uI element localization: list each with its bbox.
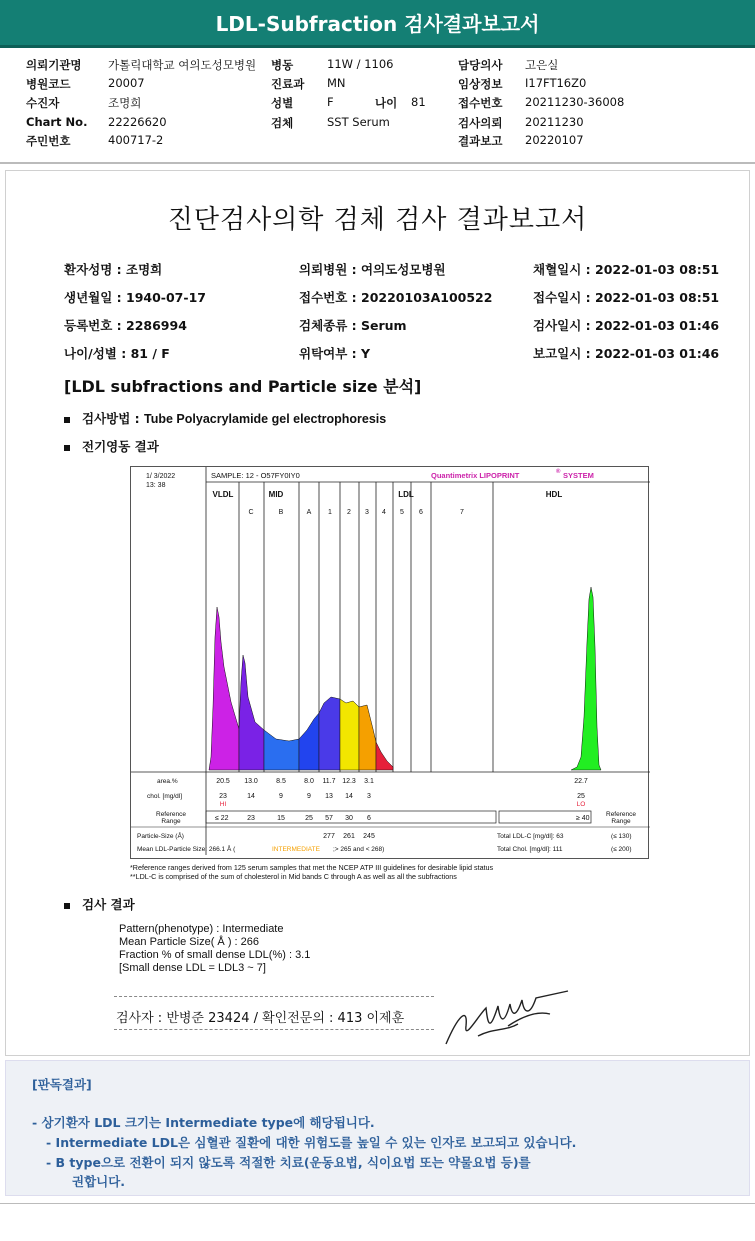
chol-value: 14	[345, 793, 353, 800]
area-value: 8.5	[276, 778, 286, 785]
ldl1-peak	[319, 697, 340, 770]
hdr-label: 검체	[271, 116, 294, 130]
area-value: 3.1	[364, 778, 374, 785]
bullet-square-icon	[64, 903, 70, 909]
hdr-label: Chart No.	[26, 115, 88, 129]
hi-flag: HI	[219, 801, 227, 808]
ldl2-peak	[340, 699, 359, 770]
judgement-line: - 상기환자 LDL 크기는 Intermediate type에 해당됩니다.	[32, 1115, 375, 1130]
band-label: 6	[419, 509, 423, 516]
particle-size-value: 245	[363, 833, 375, 840]
total-chol-ref: (≤ 200)	[611, 846, 632, 853]
ref-value: 25	[305, 815, 313, 822]
patient-info: 생년월일 : 1940-07-17	[64, 290, 206, 305]
patient-info: 접수일시 : 2022-01-03 08:51	[533, 290, 720, 305]
mid-b-peak	[264, 730, 299, 770]
mean-class: INTERMEDIATE	[272, 846, 320, 853]
hdr-label: 병동	[271, 58, 294, 72]
hdr-value: 20007	[108, 76, 145, 90]
hdl-peak	[571, 587, 601, 770]
particle-size-value: 261	[343, 833, 355, 840]
band-label: 4	[382, 509, 386, 516]
result-line: [Small dense LDL = LDL3 ~ 7]	[119, 962, 266, 974]
hdr-value: SST Serum	[327, 115, 390, 129]
hdr-value: 조명희	[108, 96, 142, 110]
lipoprint-chart	[130, 466, 649, 859]
area-value-hdl: 22.7	[574, 778, 588, 785]
row-label-ref: Reference	[156, 811, 186, 818]
ldl4-peak	[376, 742, 393, 770]
ref-value: 30	[345, 815, 353, 822]
result-summary	[119, 923, 310, 975]
result-line: Fraction % of small dense LDL(%) : 3.1	[119, 949, 311, 961]
area-value: 12.3	[342, 778, 356, 785]
vldl-peak	[209, 607, 239, 770]
patient-info: 검사일시 : 2022-01-03 01:46	[533, 318, 720, 333]
hdr-label: 주민번호	[26, 134, 71, 148]
mean-particle-label: Mean LDL-Particle Size: 266.1 Å (	[137, 846, 236, 853]
area-value: 8.0	[304, 778, 314, 785]
hdr-value: 22226620	[108, 115, 167, 129]
hdr-label: 접수번호	[458, 96, 503, 110]
judgement-line: - Intermediate LDL은 심혈관 질환에 대한 위험도를 높일 수 있는 인자로 보고되고 있습니다.	[46, 1135, 577, 1150]
mid-c-peak	[239, 655, 264, 770]
judgement-line: 권합니다.	[72, 1174, 126, 1189]
patient-info: 보고일시 : 2022-01-03 01:46	[533, 346, 720, 361]
band-label: 5	[400, 509, 404, 516]
chol-value: 13	[325, 793, 333, 800]
patient-info: 접수번호 : 20220103A100522	[299, 290, 493, 305]
divider	[114, 1029, 434, 1030]
hdr-label: 수진자	[26, 96, 60, 110]
document-title: 진단검사의학 검체 검사 결과보고서	[167, 205, 588, 235]
method-value: Tube Polyacrylamide gel electrophoresis	[144, 412, 387, 426]
hdr-value: 20211230-36008	[525, 95, 625, 109]
report-title-bar	[0, 0, 755, 48]
area-value: 20.5	[216, 778, 230, 785]
lo-flag: LO	[576, 801, 586, 808]
judgement-title: [판독결과]	[32, 1077, 92, 1092]
chart-footnote: **LDL-C is comprised of the sum of cholesterol in Mid bands C through A as well as all the subfractions	[130, 872, 457, 881]
section-title: [LDL subfractions and Particle size 분석]	[64, 377, 422, 396]
result-line: Pattern(phenotype) : Intermediate	[119, 923, 284, 935]
signature-line: 검사자 : 반병준 23424 / 확인전문의 : 413 이제훈	[116, 1011, 405, 1026]
hdr-label: 병원코드	[26, 77, 71, 91]
hdr-value: I17FT16Z0	[525, 76, 587, 90]
result-label: 검사 결과	[82, 897, 135, 912]
order-header	[0, 52, 755, 164]
chart-date: 1/ 3/2022	[146, 473, 176, 480]
hdr-value: 고은실	[525, 58, 559, 72]
row-label-ref-right: Reference	[606, 811, 636, 818]
patient-info: 환자성명 : 조명희	[64, 262, 163, 277]
hdr-value: MN	[327, 76, 346, 90]
ref-value: 57	[325, 815, 333, 822]
chol-value: 9	[279, 793, 283, 800]
band-label: 3	[365, 509, 369, 516]
ref-value: 23	[247, 815, 255, 822]
patient-info: 의뢰병원 : 여의도성모병원	[299, 262, 446, 277]
ref-value-hdl: ≥ 40	[576, 815, 590, 822]
area-value: 11.7	[322, 778, 336, 785]
band-label: 1	[328, 509, 332, 516]
total-ldl-ref: (≤ 130)	[611, 833, 632, 840]
band-label: C	[248, 509, 254, 516]
judgement-panel	[5, 1060, 750, 1196]
result-line: Mean Particle Size( Å ) : 266	[119, 936, 260, 948]
row-label-ref-right: Range	[611, 818, 631, 825]
patient-info: 등록번호 : 2286994	[64, 318, 187, 333]
chol-value: 14	[247, 793, 255, 800]
hdr-label: 검사의뢰	[458, 116, 503, 130]
band-label: 7	[460, 509, 464, 516]
bullet-square-icon	[64, 445, 70, 451]
chol-value-hdl: 25	[577, 793, 585, 800]
row-label-particle: Particle-Size (Å)	[137, 833, 184, 840]
patient-info: 나이/성별 : 81 / F	[64, 346, 170, 361]
hdr-value: 20220107	[525, 133, 584, 147]
electro-label: 전기영동 결과	[82, 439, 159, 454]
hdr-label: 의뢰기관명	[26, 58, 82, 72]
method-label: 검사방법 :	[82, 411, 145, 426]
ref-value: ≤ 22	[215, 815, 229, 822]
chol-value: 3	[367, 793, 371, 800]
patient-info: 검체종류 : Serum	[299, 318, 407, 333]
row-label-chol: chol. [mg/dl]	[147, 793, 183, 800]
band-label: B	[278, 509, 284, 516]
patient-info: 채혈일시 : 2022-01-03 08:51	[533, 262, 720, 277]
hdr-label: 담당의사	[458, 58, 503, 72]
chart-footnote: *Reference ranges derived from 125 serum samples that met the NCEP ATP III guidelines for desirable lipid status	[130, 863, 494, 872]
bottom-divider	[0, 1203, 755, 1204]
chol-value: 23	[219, 793, 227, 800]
group-label-ldl: LDL	[398, 490, 414, 499]
total-chol: Total Chol. [mg/dl]: 111	[497, 846, 563, 853]
report-title: LDL-Subfraction 검사결과보고서	[215, 12, 540, 36]
hdr-label: 결과보고	[458, 134, 503, 148]
band-label: A	[306, 509, 312, 516]
sample-id: SAMPLE: 12 - O57FY0IY0	[211, 471, 300, 480]
area-value: 13.0	[244, 778, 258, 785]
chol-value: 9	[307, 793, 311, 800]
ldl3-peak	[359, 705, 376, 770]
bullet-square-icon	[64, 417, 70, 423]
hdr-label: 성별	[271, 96, 294, 110]
electro-bullet	[64, 437, 159, 455]
divider	[114, 996, 434, 997]
ref-value: 15	[277, 815, 285, 822]
hdr-label: 임상정보	[458, 77, 503, 91]
hdr-value: F	[327, 95, 334, 109]
hdr-value: 400717-2	[108, 133, 164, 147]
group-label-hdl: HDL	[545, 490, 563, 499]
mean-range: ;> 265 and < 268)	[333, 846, 385, 853]
group-label-vldl: VLDL	[212, 490, 234, 499]
report-document	[5, 170, 750, 1056]
hdr-value: 20211230	[525, 115, 584, 129]
group-label-mid: MID	[268, 490, 284, 499]
method-bullet	[64, 409, 386, 427]
hdr-label: 진료과	[271, 77, 305, 91]
row-label-area: area.%	[157, 778, 178, 785]
brand-label: SYSTEM	[563, 471, 594, 480]
mid-a-peak	[299, 713, 319, 770]
handwritten-signature	[438, 986, 578, 1051]
judgement-line: - B type으로 전환이 되지 않도록 적절한 치료(운동요법, 식이요법 또는 약물요법 등)를	[46, 1155, 531, 1170]
brand-registered-mark: ®	[556, 469, 561, 475]
ref-value: 6	[367, 815, 371, 822]
patient-info: 위탁여부 : Y	[299, 346, 371, 361]
result-bullet	[64, 895, 135, 913]
band-label: 2	[347, 509, 351, 516]
hdr-label: 나이	[375, 96, 398, 110]
hdr-value: 11W / 1106	[327, 57, 394, 71]
brand-label: Quantimetrix LIPOPRINT	[431, 471, 520, 480]
particle-size-value: 277	[323, 833, 335, 840]
total-ldl: Total LDL-C [mg/dl]: 63	[497, 833, 564, 840]
chart-svg	[131, 467, 650, 860]
hdr-value: 가톨릭대학교 여의도성모병원	[108, 58, 257, 72]
row-label-ref: Range	[161, 818, 181, 825]
hdr-value: 81	[411, 95, 426, 109]
chart-time: 13: 38	[146, 482, 166, 489]
